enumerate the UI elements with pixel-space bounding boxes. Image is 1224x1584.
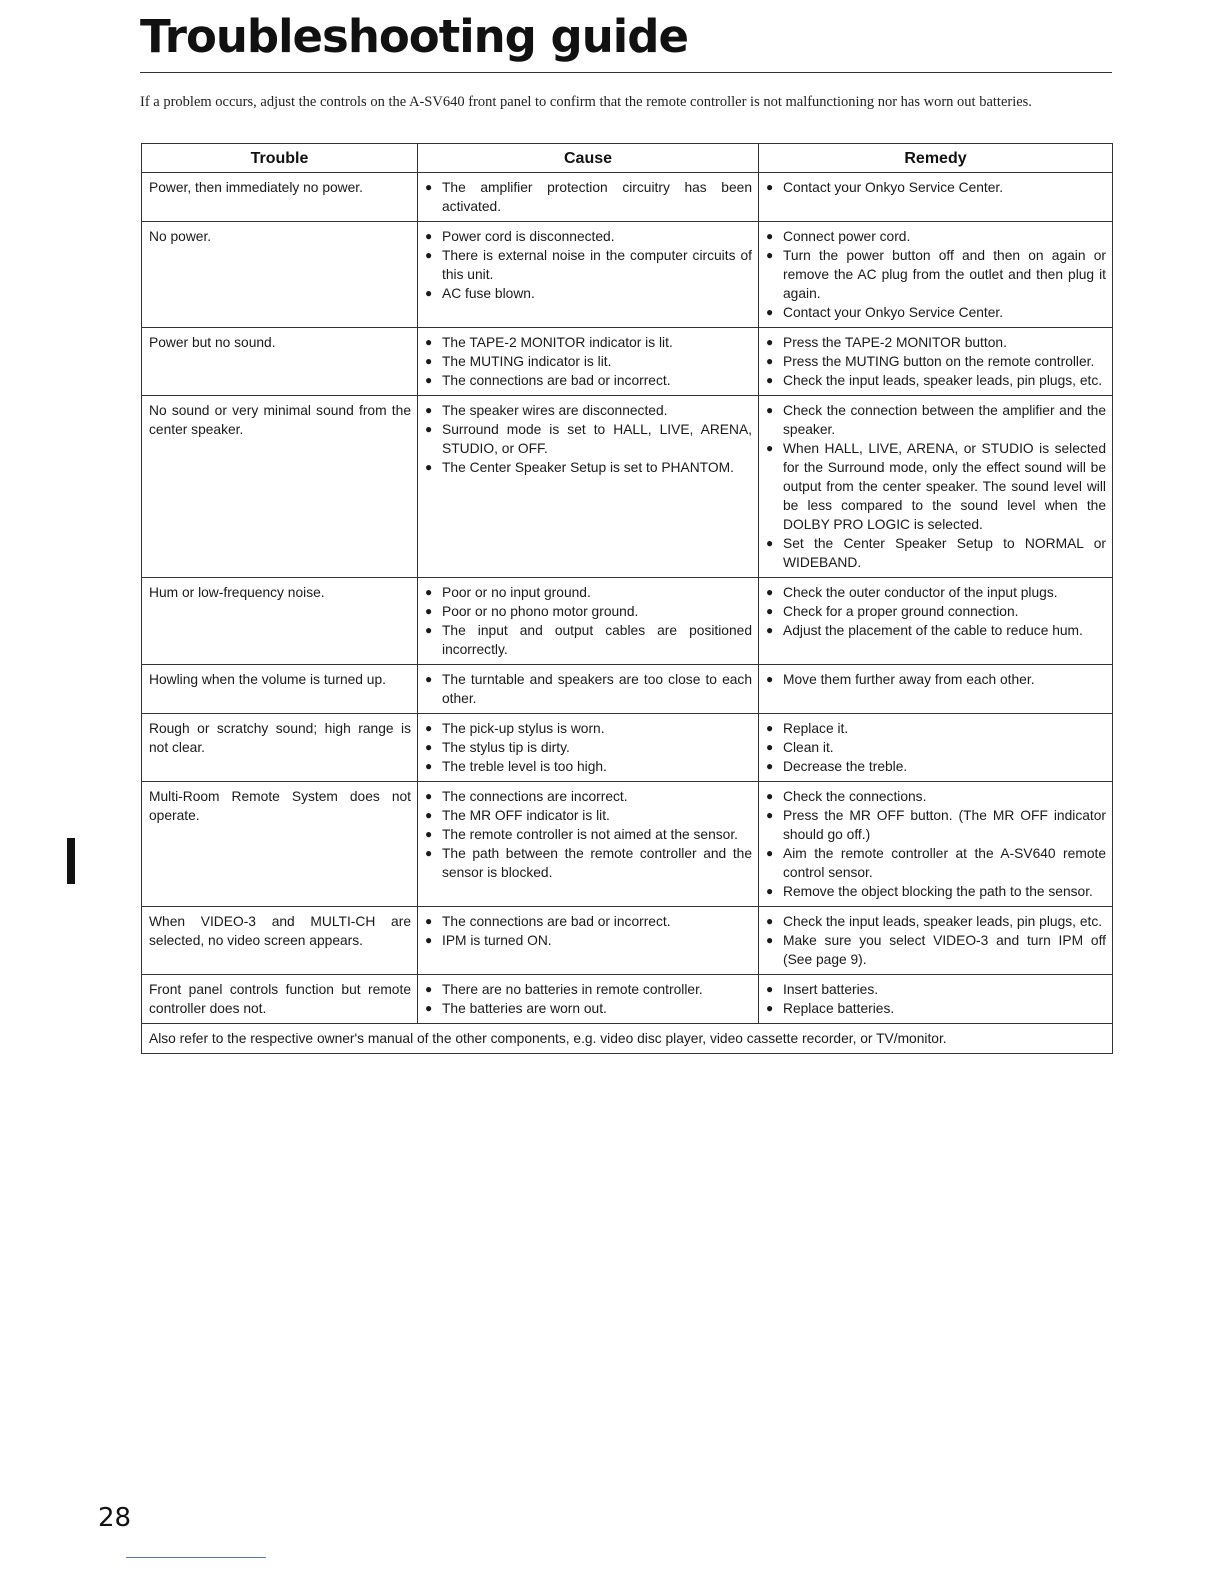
bullet-icon: ●: [766, 759, 774, 773]
remedy-item-text: Check the input leads, speaker leads, pin plugs, etc.: [783, 914, 1103, 929]
remedy-item: [766, 844, 1106, 882]
cause-cell: [418, 578, 759, 665]
remedy-item-text: Connect power cord.: [783, 229, 911, 244]
remedy-item: [766, 719, 1106, 738]
remedy-item: [766, 738, 1106, 757]
remedy-item: [766, 583, 1106, 602]
remedy-item-text: Make sure you select VIDEO-3 and turn IPM off (See page 9).: [783, 933, 1106, 967]
header-remedy: Remedy: [759, 144, 1113, 173]
bullet-icon: ●: [425, 982, 433, 996]
bullet-icon: ●: [766, 740, 774, 754]
bullet-icon: ●: [425, 933, 433, 947]
cause-item: [425, 371, 752, 390]
bullet-icon: ●: [425, 585, 433, 599]
cause-item-text: The MR OFF indicator is lit.: [442, 808, 610, 823]
cause-item-text: The turntable and speakers are too close to each other.: [442, 672, 752, 706]
table-row: [142, 173, 1113, 222]
table-row: [142, 328, 1113, 396]
cause-item-text: The connections are bad or incorrect.: [442, 373, 671, 388]
table-row: [142, 975, 1113, 1024]
cause-item: [425, 178, 752, 216]
cause-item-text: There is external noise in the computer circuits of this unit.: [442, 248, 752, 282]
remedy-cell: [759, 222, 1113, 328]
cause-cell: [418, 975, 759, 1024]
remedy-cell: [759, 907, 1113, 975]
cause-item-text: The connections are bad or incorrect.: [442, 914, 671, 929]
cause-cell: [418, 173, 759, 222]
remedy-cell: [759, 975, 1113, 1024]
remedy-item: [766, 333, 1106, 352]
header-trouble: Trouble: [142, 144, 418, 173]
remedy-item-text: Adjust the placement of the cable to reduce hum.: [783, 623, 1083, 638]
bullet-icon: ●: [425, 846, 433, 860]
bullet-icon: ●: [766, 585, 774, 599]
remedy-item-text: Set the Center Speaker Setup to NORMAL or WIDEBAND.: [783, 536, 1106, 570]
bullet-icon: ●: [766, 536, 774, 550]
bullet-icon: ●: [766, 335, 774, 349]
bullet-icon: ●: [766, 373, 774, 387]
header-cause: Cause: [418, 144, 759, 173]
remedy-item-text: Check for a proper ground connection.: [783, 604, 1019, 619]
cause-item: [425, 806, 752, 825]
cause-cell: [418, 782, 759, 907]
bullet-icon: ●: [766, 933, 774, 947]
bullet-icon: ●: [766, 982, 774, 996]
title-rule: [140, 72, 1112, 73]
trouble-cell: Front panel controls function but remote controller does not.: [142, 975, 418, 1024]
table-row: [142, 396, 1113, 578]
remedy-item-text: Contact your Onkyo Service Center.: [783, 305, 1004, 320]
remedy-item: [766, 999, 1106, 1018]
cause-item: [425, 621, 752, 659]
cause-item-text: The treble level is too high.: [442, 759, 607, 774]
bullet-icon: ●: [425, 373, 433, 387]
cause-item: [425, 931, 752, 950]
table-note: Also refer to the respective owner's manual of the other components, e.g. video disc player, video cassette recorder, or TV/monitor.: [142, 1024, 1113, 1054]
bullet-icon: ●: [425, 604, 433, 618]
bullet-icon: ●: [766, 789, 774, 803]
bullet-icon: ●: [425, 403, 433, 417]
cause-item-text: The speaker wires are disconnected.: [442, 403, 668, 418]
cause-item: [425, 738, 752, 757]
cause-item: [425, 980, 752, 999]
table-row: [142, 665, 1113, 714]
remedy-item: [766, 621, 1106, 640]
bullet-icon: ●: [766, 403, 774, 417]
cause-item-text: The connections are incorrect.: [442, 789, 628, 804]
intro-paragraph: If a problem occurs, adjust the controls on the A-SV640 front panel to confirm that the remote controller is not malfunctioning nor has worn out batteries.: [140, 94, 1032, 110]
table-row: [142, 907, 1113, 975]
remedy-item: [766, 371, 1106, 390]
cause-item: [425, 757, 752, 776]
remedy-item-text: Contact your Onkyo Service Center.: [783, 180, 1004, 195]
cause-item: [425, 458, 752, 477]
bullet-icon: ●: [425, 422, 433, 436]
cause-item-text: The amplifier protection circuitry has been activated.: [442, 180, 752, 214]
table-header-row: [142, 144, 1113, 173]
remedy-item: [766, 246, 1106, 303]
cause-cell: [418, 907, 759, 975]
cause-item-text: Poor or no input ground.: [442, 585, 591, 600]
remedy-item-text: Aim the remote controller at the A-SV640 remote control sensor.: [783, 846, 1106, 880]
remedy-item-text: Clean it.: [783, 740, 834, 755]
remedy-item: [766, 882, 1106, 901]
remedy-item-text: Check the connections.: [783, 789, 927, 804]
trouble-cell: No sound or very minimal sound from the center speaker.: [142, 396, 418, 578]
cause-item-text: Power cord is disconnected.: [442, 229, 615, 244]
cause-item: [425, 333, 752, 352]
bullet-icon: ●: [425, 354, 433, 368]
cause-item-text: The MUTING indicator is lit.: [442, 354, 612, 369]
table-row: [142, 782, 1113, 907]
cause-item-text: The TAPE-2 MONITOR indicator is lit.: [442, 335, 673, 350]
cause-item: [425, 912, 752, 931]
remedy-item-text: Press the TAPE-2 MONITOR button.: [783, 335, 1007, 350]
remedy-item: [766, 912, 1106, 931]
remedy-item-text: Check the input leads, speaker leads, pin plugs, etc.: [783, 373, 1103, 388]
table-row: [142, 714, 1113, 782]
trouble-cell: Multi-Room Remote System does not operate.: [142, 782, 418, 907]
page-title: Troubleshooting guide: [140, 10, 688, 63]
bullet-icon: ●: [425, 808, 433, 822]
remedy-item: [766, 303, 1106, 322]
table-row: [142, 578, 1113, 665]
remedy-item-text: Remove the object blocking the path to the sensor.: [783, 884, 1093, 899]
bullet-icon: ●: [766, 441, 774, 455]
bullet-icon: ●: [766, 721, 774, 735]
cause-item-text: The Center Speaker Setup is set to PHANTOM.: [442, 460, 734, 475]
cause-cell: [418, 665, 759, 714]
bullet-icon: ●: [766, 248, 774, 262]
cause-item: [425, 401, 752, 420]
remedy-cell: [759, 396, 1113, 578]
remedy-cell: [759, 665, 1113, 714]
trouble-cell: Hum or low-frequency noise.: [142, 578, 418, 665]
bullet-icon: ●: [425, 914, 433, 928]
bullet-icon: ●: [766, 1001, 774, 1015]
margin-marker: [67, 838, 75, 884]
bullet-icon: ●: [425, 827, 433, 841]
remedy-item-text: Turn the power button off and then on again or remove the AC plug from the outlet and then plug it again.: [783, 248, 1106, 301]
bullet-icon: ●: [425, 335, 433, 349]
cause-item: [425, 719, 752, 738]
cause-item: [425, 227, 752, 246]
cause-item-text: The path between the remote controller and the sensor is blocked.: [442, 846, 752, 880]
remedy-item: [766, 534, 1106, 572]
cause-item: [425, 844, 752, 882]
bullet-icon: ●: [425, 759, 433, 773]
remedy-item: [766, 980, 1106, 999]
bullet-icon: ●: [425, 623, 433, 637]
bullet-icon: ●: [766, 180, 774, 194]
bullet-icon: ●: [766, 623, 774, 637]
trouble-cell: When VIDEO-3 and MULTI-CH are selected, no video screen appears.: [142, 907, 418, 975]
cause-item: [425, 602, 752, 621]
cause-item: [425, 246, 752, 284]
remedy-item: [766, 439, 1106, 534]
remedy-item-text: Press the MR OFF button. (The MR OFF indicator should go off.): [783, 808, 1106, 842]
bullet-icon: ●: [425, 229, 433, 243]
remedy-cell: [759, 714, 1113, 782]
cause-cell: [418, 328, 759, 396]
cause-item-text: AC fuse blown.: [442, 286, 535, 301]
remedy-item-text: Decrease the treble.: [783, 759, 908, 774]
remedy-item: [766, 787, 1106, 806]
remedy-cell: [759, 782, 1113, 907]
footer-line: [126, 1557, 266, 1558]
cause-cell: [418, 714, 759, 782]
remedy-item: [766, 227, 1106, 246]
bullet-icon: ●: [425, 180, 433, 194]
remedy-item-text: Replace batteries.: [783, 1001, 895, 1016]
cause-cell: [418, 396, 759, 578]
bullet-icon: ●: [766, 846, 774, 860]
cause-item: [425, 787, 752, 806]
cause-item-text: Poor or no phono motor ground.: [442, 604, 639, 619]
remedy-item: [766, 401, 1106, 439]
bullet-icon: ●: [766, 914, 774, 928]
remedy-item-text: When HALL, LIVE, ARENA, or STUDIO is selected for the Surround mode, only the effect sound will be output from the center speaker. The sound level will be less compared to the sound level when the DOLBY PRO LOGIC is selected.: [783, 441, 1106, 532]
trouble-cell: Power but no sound.: [142, 328, 418, 396]
bullet-icon: ●: [425, 248, 433, 262]
remedy-item: [766, 757, 1106, 776]
bullet-icon: ●: [425, 789, 433, 803]
cause-item: [425, 999, 752, 1018]
remedy-item-text: Replace it.: [783, 721, 849, 736]
bullet-icon: ●: [766, 229, 774, 243]
cause-item-text: The pick-up stylus is worn.: [442, 721, 605, 736]
cause-cell: [418, 222, 759, 328]
remedy-item: [766, 602, 1106, 621]
bullet-icon: ●: [425, 672, 433, 686]
table-body: [142, 173, 1113, 1024]
bullet-icon: ●: [766, 604, 774, 618]
cause-item: [425, 583, 752, 602]
remedy-item-text: Move them further away from each other.: [783, 672, 1035, 687]
cause-item-text: The input and output cables are positioned incorrectly.: [442, 623, 752, 657]
remedy-item-text: Check the connection between the amplifier and the speaker.: [783, 403, 1106, 437]
bullet-icon: ●: [766, 884, 774, 898]
bullet-icon: ●: [425, 721, 433, 735]
page-number: 28: [98, 1503, 132, 1533]
remedy-item-text: Insert batteries.: [783, 982, 879, 997]
remedy-item: [766, 670, 1106, 689]
remedy-cell: [759, 328, 1113, 396]
cause-item: [425, 825, 752, 844]
remedy-item: [766, 931, 1106, 969]
trouble-cell: Power, then immediately no power.: [142, 173, 418, 222]
remedy-item: [766, 178, 1106, 197]
bullet-icon: ●: [766, 354, 774, 368]
bullet-icon: ●: [425, 286, 433, 300]
cause-item: [425, 670, 752, 708]
cause-item: [425, 420, 752, 458]
cause-item-text: The remote controller is not aimed at the sensor.: [442, 827, 739, 842]
trouble-cell: Howling when the volume is turned up.: [142, 665, 418, 714]
cause-item-text: IPM is turned ON.: [442, 933, 552, 948]
cause-item-text: Surround mode is set to HALL, LIVE, ARENA, STUDIO, or OFF.: [442, 422, 752, 456]
bullet-icon: ●: [766, 672, 774, 686]
bullet-icon: ●: [425, 460, 433, 474]
cause-item: [425, 284, 752, 303]
remedy-cell: [759, 173, 1113, 222]
remedy-cell: [759, 578, 1113, 665]
remedy-item-text: Press the MUTING button on the remote controller.: [783, 354, 1095, 369]
remedy-item: [766, 806, 1106, 844]
trouble-cell: No power.: [142, 222, 418, 328]
bullet-icon: ●: [766, 305, 774, 319]
table-row: [142, 222, 1113, 328]
bullet-icon: ●: [425, 1001, 433, 1015]
cause-item-text: The batteries are worn out.: [442, 1001, 607, 1016]
cause-item-text: There are no batteries in remote controller.: [442, 982, 703, 997]
remedy-item-text: Check the outer conductor of the input plugs.: [783, 585, 1058, 600]
cause-item: [425, 352, 752, 371]
bullet-icon: ●: [766, 808, 774, 822]
table-note-row: [142, 1024, 1113, 1054]
trouble-cell: Rough or scratchy sound; high range is not clear.: [142, 714, 418, 782]
cause-item-text: The stylus tip is dirty.: [442, 740, 570, 755]
remedy-item: [766, 352, 1106, 371]
troubleshooting-table: [141, 143, 1113, 1054]
bullet-icon: ●: [425, 740, 433, 754]
